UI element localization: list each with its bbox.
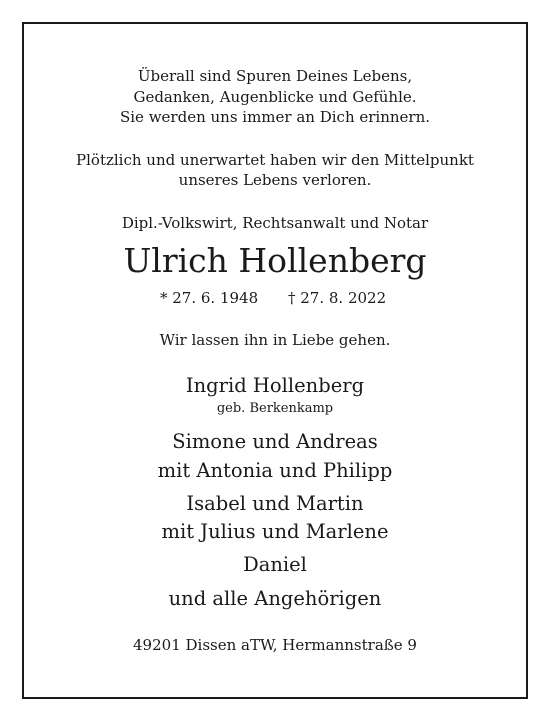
mourner-family-3: Daniel: [243, 553, 307, 576]
death-date: † 27. 8. 2022: [288, 289, 387, 307]
announcement-line-2: unseres Lebens verloren.: [178, 171, 372, 189]
deceased-name: Ulrich Hollenberg: [123, 241, 427, 280]
mourner-spouse-note: geb. Berkenkamp: [216, 401, 334, 416]
mourner-spouse: Ingrid Hollenberg: [185, 374, 365, 397]
verse-line-3: Sie werden uns immer an Dich erinnern.: [119, 108, 431, 126]
mourner-others: und alle Angehörigen: [168, 587, 382, 610]
mourner-family-1-children: mit Antonia und Philipp: [157, 459, 393, 482]
contact-address: 49201 Dissen aTW, Hermannstraße 9: [133, 636, 417, 654]
farewell-text: Wir lassen ihn in Liebe gehen.: [159, 331, 391, 349]
mourner-family-2-children: mit Julius und Marlene: [161, 520, 389, 543]
birth-date: * 27. 6. 1948: [160, 289, 259, 307]
deceased-title: Dipl.-Volkswirt, Rechtsanwalt und Notar: [121, 214, 429, 232]
mourner-family-1: Simone und Andreas: [172, 430, 378, 453]
announcement-line-1: Plötzlich und unerwartet haben wir den Mittelpunkt: [76, 151, 474, 169]
verse-line-2: Gedanken, Augenblicke und Gefühle.: [133, 88, 417, 106]
verse-line-1: Überall sind Spuren Deines Lebens,: [137, 67, 413, 85]
mourner-family-2: Isabel und Martin: [186, 492, 364, 515]
